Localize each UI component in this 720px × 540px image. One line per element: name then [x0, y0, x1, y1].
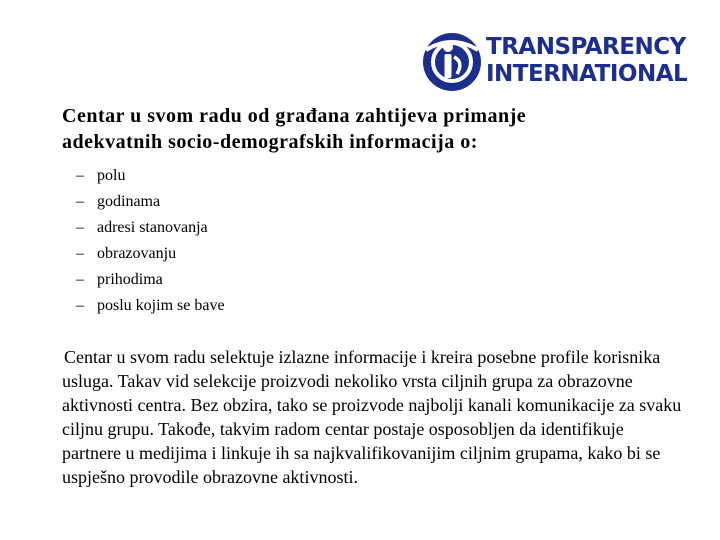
list-item	[76, 241, 225, 267]
heading-line-1: Centar u svom radu od građana zahtijeva primanje	[62, 105, 527, 127]
bullet-dash: –	[76, 193, 84, 210]
bullet-dash: –	[76, 167, 84, 184]
list-item-text: adresi stanovanja	[97, 219, 208, 236]
list-item-text: prihodima	[97, 271, 163, 288]
list-item	[76, 215, 225, 241]
bullet-dash: –	[76, 245, 84, 262]
body-paragraph: Centar u svom radu selektuje izlazne informacije i kreira posebne profile korisnika usluga. Takav vid selekcije proizvodi nekoliko vrsta ciljnih grupa za obrazovne aktivnosti centra. Bez obzira, tako se proizvode najbolji kanali komunikacije za svaku ciljnu grupu. Takođe, takvim radom centar postaje osposobljen da identifikuje partnere u medijima i linkuje ih sa najkvalifikovanijim ciljnim grupama, kako bi se uspješno provodile obrazovne aktivnosti.	[62, 347, 682, 487]
list-item-text: obrazovanju	[97, 245, 177, 262]
list-item	[76, 267, 225, 293]
list-item	[76, 189, 225, 215]
transparency-international-logo	[420, 30, 690, 94]
list-item-text: godinama	[97, 193, 161, 210]
heading-line-2: adekvatnih socio-demografskih informacija o:	[62, 131, 478, 153]
bullet-dash: –	[76, 297, 84, 314]
bullet-dash: –	[76, 271, 84, 288]
list-item-text: polu	[97, 167, 126, 184]
transparency-international-emblem-icon	[420, 30, 484, 94]
list-item	[76, 293, 225, 319]
slide-heading	[62, 103, 662, 155]
topic-list	[76, 163, 225, 319]
bullet-dash: –	[76, 219, 84, 236]
list-item	[76, 163, 225, 189]
logo-wordmark	[486, 34, 687, 88]
list-item-text: poslu kojim se bave	[97, 297, 225, 314]
logo-line-1: TRANSPARENCY	[486, 34, 686, 60]
logo-line-2: INTERNATIONAL	[486, 61, 688, 87]
